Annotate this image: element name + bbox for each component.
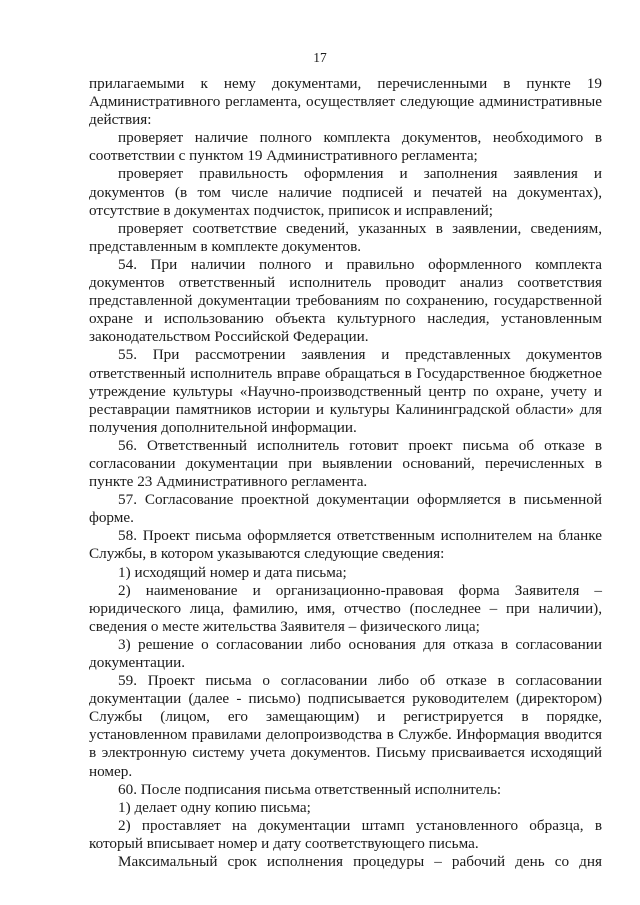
paragraph: проверяет соответствие сведений, указанных в заявлении, сведениям, представленным в комплекте документов. (89, 219, 602, 255)
paragraph: 2) наименование и организационно-правовая форма Заявителя – юридического лица, фамилию, имя, отчество (последнее – при наличии), сведения о месте жительства Заявителя – физического лица; (89, 581, 602, 635)
paragraph: 57. Согласование проектной документации оформляется в письменной форме. (89, 491, 602, 527)
paragraph: проверяет наличие полного комплекта документов, необходимого в соответствии с пунктом 19 Административного регламента; (89, 129, 602, 165)
paragraph: 56. Ответственный исполнитель готовит проект письма об отказе в согласовании документации при выявлении оснований, перечисленных в пункте 23 Административного регламента. (89, 436, 602, 491)
paragraph: прилагаемыми к нему документами, перечисленными в пункте 19 Административного регламента, осуществляет следующие административные действия: (89, 75, 602, 129)
paragraph: 60. После подписания письма ответственный исполнитель: (118, 780, 502, 798)
paragraph: 3) решение о согласовании либо основания для отказа в согласовании документации. (89, 635, 602, 671)
paragraph: 59. Проект письма о согласовании либо об отказе в согласовании документации (далее - письмо) подписывается руководителем (директором) Службы (лицом, его замещающим) и регистрируется в порядке, установленном правилами делопроизводства в Службе. Информация вводится в электронную систему учета документов. Письму присваивается исходящий номер. (89, 672, 602, 780)
document-body (89, 75, 602, 871)
paragraph: 54. При наличии полного и правильно оформленного комплекта документов ответственный исполнитель проводит анализ соответствия представленной документации требованиям по сохранению, государственной охране и использованию объекта культурного наследия, установленным законодательством Российской Федерации. (89, 255, 602, 346)
paragraph: Максимальный срок исполнения процедуры – рабочий день со дня (118, 853, 602, 871)
paragraph: 58. Проект письма оформляется ответственным исполнителем на бланке Службы, в котором указываются следующие сведения: (89, 527, 602, 563)
paragraph: 1) исходящий номер и дата письма; (118, 563, 347, 581)
page-number: 17 (313, 50, 327, 65)
paragraph: 55. При рассмотрении заявления и представленных документов ответственный исполнитель вправе обращаться в Государственное бюджетное утреждение культуры «Научно-производственный центр по охране, учету и реставрации памятников истории и культуры Калининградской области» для получения дополнительной информации. (89, 346, 602, 436)
paragraph: проверяет правильность оформления и заполнения заявления и документов (в том числе наличие подписей и печатей на документах), отсутствие в документах подчисток, приписок и исправлений; (89, 165, 602, 219)
paragraph: 2) проставляет на документации штамп установленного образца, в который вписывает номер и дату соответствующего письма. (89, 816, 602, 852)
paragraph: 1) делает одну копию письма; (118, 798, 311, 816)
